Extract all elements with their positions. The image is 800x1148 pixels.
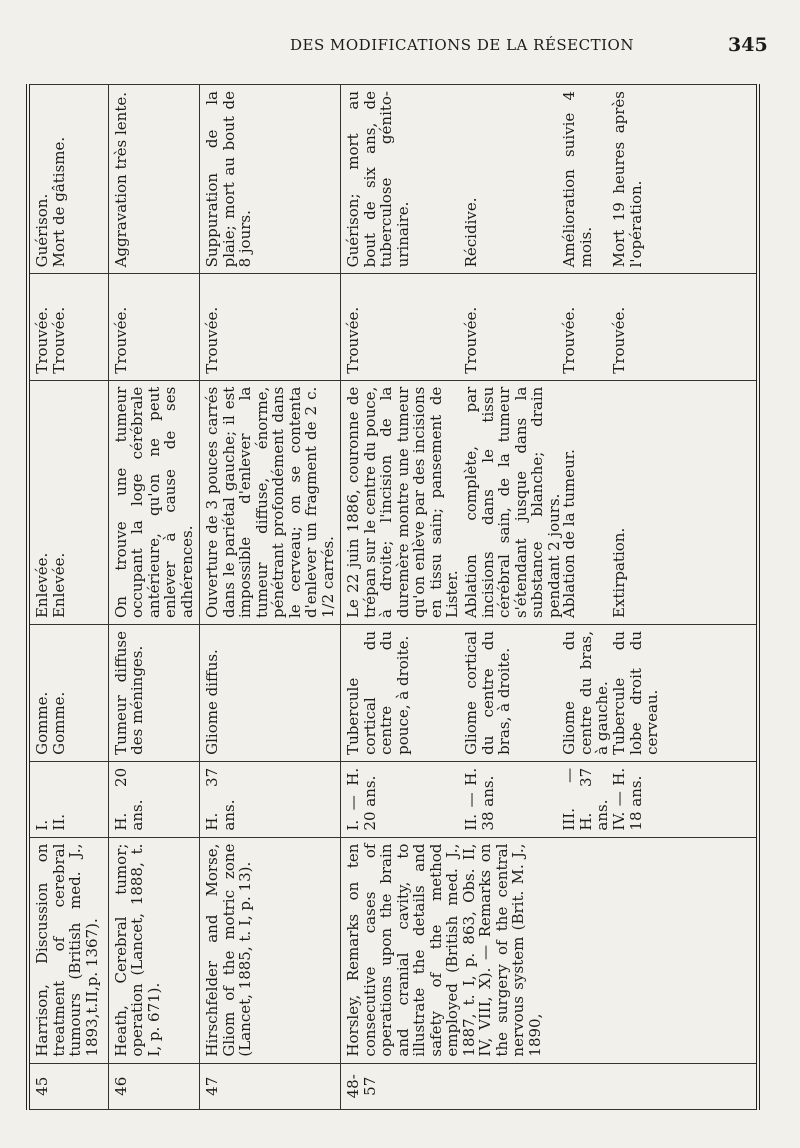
operation-text: Le 22 juin 1886, couronne de trépan sur le centre du pouce, à droite; l'incision de la duremère montre une tumeur qu'on enlève par des incisions en tissu sain; pansement de Lister. xyxy=(344,386,461,619)
table-row xyxy=(28,85,108,1110)
case-label: II. xyxy=(49,813,68,831)
operation-cell xyxy=(28,380,108,624)
case-cell xyxy=(341,761,759,837)
row-number: 47 xyxy=(200,1063,341,1109)
nature-text: Tubercule cortical du centre du pouce, à droite. xyxy=(344,631,412,755)
found-text: Trouvée. xyxy=(49,306,68,374)
operation-text: Enlevée. xyxy=(33,552,51,619)
nature-text: Gliome cortical du centre du bras, à droite. xyxy=(462,631,513,755)
row-number: 46 xyxy=(108,1063,200,1109)
operation-text: Ablation complète, par incisions dans le tissu cérébral sain, de la tumeur s'étendant jusque dans la substance blanche; drain pendant 2 jours. xyxy=(462,386,563,619)
table-row xyxy=(341,85,759,1110)
table-container xyxy=(26,84,760,1110)
nature-text: Gliome diffus. xyxy=(200,625,341,762)
result-cell xyxy=(341,85,759,274)
found-cell xyxy=(28,274,108,380)
operation-text: Ablation de la tumeur. xyxy=(560,449,578,619)
found-cell xyxy=(341,274,759,380)
result-text: Guérison. xyxy=(33,193,51,268)
found-text: Trouvée. xyxy=(33,306,51,374)
operation-text: On trouve une tumeur occupant la loge cérébrale antérieure, qu'on ne peut enlever à cause de ses adhérences. xyxy=(108,380,200,624)
nature-text: Gliome du centre du bras, à gauche. xyxy=(560,631,611,755)
found-text: Trouvée. xyxy=(108,274,200,380)
author-reference: Heath, Cerebral tumor; operation (Lancet, 1888, t. I, p. 671). xyxy=(108,837,200,1063)
nature-text: Tubercule du lobe droit du cerveau. xyxy=(610,631,661,755)
result-text: Amélioration suivie 4 mois. xyxy=(560,91,595,268)
result-text: Suppuration de la plaie; mort au bout de 8 jours. xyxy=(200,85,341,274)
operation-text: Enlevée. xyxy=(49,552,68,619)
case-label: III. — H. 37 ans. xyxy=(560,767,611,831)
row-number: 45 xyxy=(28,1063,108,1109)
result-text: Aggravation très lente. xyxy=(108,85,200,274)
result-text: Guérison; mort au bout de six ans, de tuberculose génito-urinaire. xyxy=(344,91,412,268)
operation-cell xyxy=(341,380,759,624)
case-label: IV. — H. 18 ans. xyxy=(610,767,645,831)
author-reference: Hirschfelder and Morse, Gliom of the motric zone (Lancet, 1885, t. I, p. 13). xyxy=(200,837,341,1063)
operation-text: Ouverture de 3 pouces carrés dans le pariétal gauche; il est impossible d'enlever la tumeur diffuse, énorme, pénétrant profondément dans le cerveau; on se contenta d'enlever un fragment de 2 c. 1/2 carrés. xyxy=(200,380,341,624)
result-cell xyxy=(28,85,108,274)
table-row xyxy=(200,85,341,1110)
rotated-table-frame xyxy=(26,84,760,1110)
nature-cell xyxy=(341,625,759,762)
case-cell xyxy=(28,761,108,837)
result-text: Récidive. xyxy=(462,197,480,268)
row-number: 48-57 xyxy=(344,1074,379,1099)
result-text: Mort 19 heures après l'opération. xyxy=(610,91,645,268)
nature-text: Tumeur diffuse des méninges. xyxy=(108,625,200,762)
author-reference: Harrison, Discussion on treatment of cerebral tumours (British med. J., 1893,t.II,p. 1367). xyxy=(28,837,108,1063)
page-header xyxy=(0,34,800,64)
case-label: H. 37 ans. xyxy=(200,761,341,837)
author-reference: Horsley, Remarks on ten consecutive cases of operations upon the brain and cranial cavity, to illustrate the details and safety of the method employed (British med. J., 1887, t. I, p. 863, Obs. II, IV, VIII, X). — Remarks on the surgery of the central nervous system (Brit. M. J., 1890, xyxy=(341,837,759,1063)
observations-table xyxy=(26,84,760,1110)
found-text: Trouvée. xyxy=(462,306,480,374)
page-number: 345 xyxy=(728,34,768,56)
nature-cell xyxy=(28,625,108,762)
result-text: Mort de gâtisme. xyxy=(49,136,68,268)
case-label: II. — H. 38 ans. xyxy=(462,767,497,831)
operation-text: Extirpation. xyxy=(610,527,628,619)
running-title: DES MODIFICATIONS DE LA RÉSECTION xyxy=(290,36,634,54)
table-row xyxy=(108,85,200,1110)
found-text: Trouvée. xyxy=(560,306,578,374)
found-text: Trouvée. xyxy=(200,274,341,380)
case-label: I. — H. 20 ans. xyxy=(344,767,379,831)
nature-text: Gomme. xyxy=(33,691,51,755)
case-label: H. 20 ans. xyxy=(108,761,200,837)
case-label: I. xyxy=(33,819,51,831)
found-text: Trouvée. xyxy=(610,306,628,374)
found-text: Trouvée. xyxy=(344,306,362,374)
nature-text: Gomme. xyxy=(49,691,68,755)
